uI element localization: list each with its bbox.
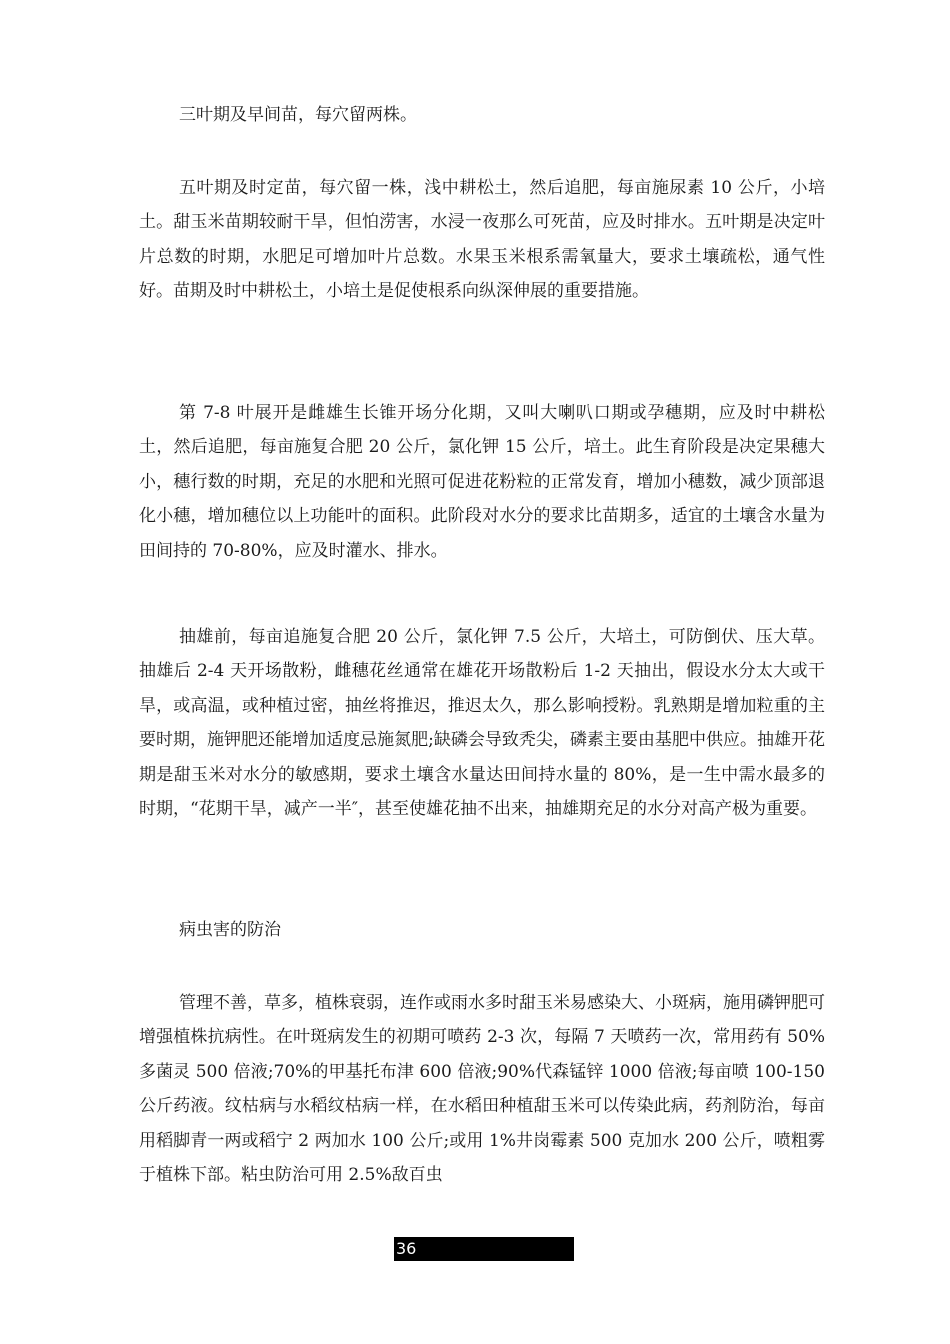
paragraph-leaf-7-8-stage: 第 7-8 叶展开是雌雄生长锥开场分化期，又叫大喇叭口期或孕穗期，应及时中耕松土，然后追肥，每亩施复合肥 20 公斤，氯化钾 15 公斤，培土。此生育阶段是决定果穗大小，穗行数的时期，充足的水肥和光照可促进花粉粒的正常发育，增加小穗数，减少顶部退化小穗，增加穗位以上功能叶的面积。此阶段对水分的要求比苗期多，适宜的土壤含水量为田间持的 70-80%，应及时灌水、排水。 xyxy=(139,403,825,561)
section-heading-pest-control: 病虫害的防治 xyxy=(179,920,281,940)
page-number-bar xyxy=(394,1237,574,1261)
paragraph-thinning: 三叶期及早间苗，每穴留两株。 xyxy=(179,105,417,125)
paragraph-tasseling: 抽雄前，每亩追施复合肥 20 公斤，氯化钾 7.5 公斤，大培土，可防倒伏、压大草。抽雄后 2-4 天开场散粉，雌穗花丝通常在雄花开场散粉后 1-2 天抽出，假设水分太大或干旱，或高温，或种植过密，抽丝将推迟，推迟太久，那么影响授粉。乳熟期是增加粒重的主要时期，施钾肥还能增加适度忌施氮肥;缺磷会导致秃尖，磷素主要由基肥中供应。抽雄开花期是甜玉米对水分的敏感期，要求土壤含水量达田间持水量的 80%，是一生中需水最多的时期，“花期干旱，减产一半″，甚至使雄花抽不出来，抽雄期充足的水分对高产极为重要。 xyxy=(139,627,825,820)
paragraph-disease-control: 管理不善，草多，植株衰弱，连作或雨水多时甜玉米易感染大、小斑病，施用磷钾肥可增强植株抗病性。在叶斑病发生的初期可喷药 2-3 次，每隔 7 天喷药一次，常用药有 50%多菌灵 500 倍液;70%的甲基托布津 600 倍液;90%代森锰锌 1000 倍液;每亩喷 100-150 公斤药液。纹枯病与水稻纹枯病一样，在水稻田种植甜玉米可以传染此病，药剂防治，每亩用稻脚青一两或稻宁 2 两加水 100 公斤;或用 1%井岗霉素 500 克加水 200 公斤，喷粗雾于植株下部。粘虫防治可用 2.5%敌百虫 xyxy=(139,993,825,1186)
paragraph-five-leaf-stage: 五叶期及时定苗，每穴留一株，浅中耕松土，然后追肥，每亩施尿素 10 公斤，小培土。甜玉米苗期较耐干旱，但怕涝害，水浸一夜那么可死苗，应及时排水。五叶期是决定叶片总数的时期，水肥足可增加叶片总数。水果玉米根系需氧量大，要求土壤疏松，通气性好。苗期及时中耕松土，小培土是促使根系向纵深伸展的重要措施。 xyxy=(139,178,825,302)
page-number: 36 xyxy=(396,1239,417,1258)
